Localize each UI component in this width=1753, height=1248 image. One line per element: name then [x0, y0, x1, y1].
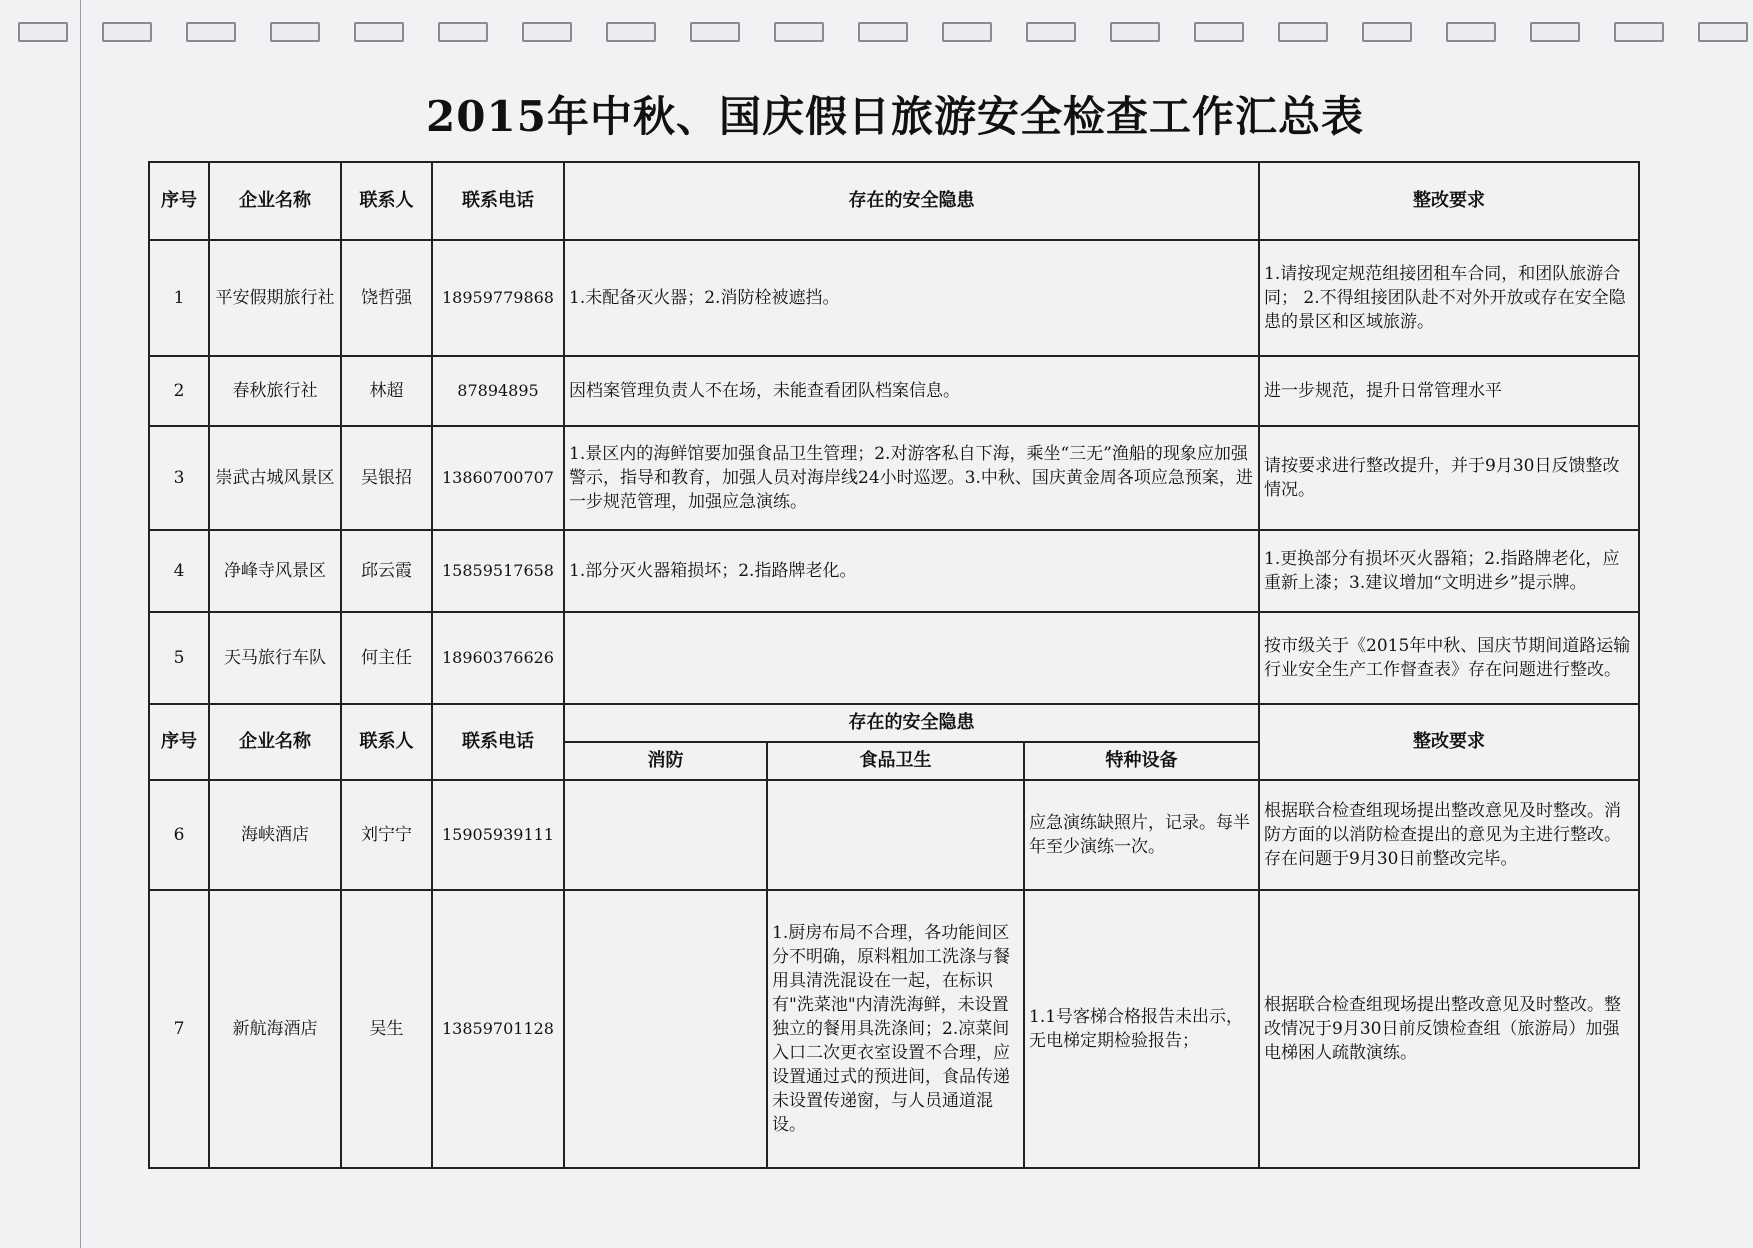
perforation-hole [102, 22, 152, 42]
cell-requirements: 1.更换部分有损坏灭火器箱；2.指路牌老化，应重新上漆；3.建议增加“文明进乡”提示牌。 [1259, 530, 1639, 612]
perforation-hole [1530, 22, 1580, 42]
perforation-hole [354, 22, 404, 42]
cell-phone: 15859517658 [432, 530, 564, 612]
cell-company: 春秋旅行社 [209, 356, 341, 426]
perforation-hole [942, 22, 992, 42]
cell-company: 天马旅行车队 [209, 612, 341, 704]
perforation-hole [858, 22, 908, 42]
cell-seq: 1 [149, 240, 209, 356]
perforation-hole [522, 22, 572, 42]
col-header-food: 食品卫生 [767, 742, 1024, 780]
cell-hazards: 1.未配备灭火器；2.消防栓被遮挡。 [564, 240, 1259, 356]
cell-phone: 15905939111 [432, 780, 564, 890]
inspection-summary-table [148, 161, 1640, 1169]
cell-contact: 何主任 [341, 612, 432, 704]
table-row [149, 240, 1639, 356]
table-row [149, 780, 1639, 890]
col-header-special: 特种设备 [1024, 742, 1259, 780]
cell-company: 净峰寺风景区 [209, 530, 341, 612]
cell-seq: 6 [149, 780, 209, 890]
col-header-phone: 联系电话 [432, 704, 564, 780]
perforation-hole [1026, 22, 1076, 42]
cell-requirements: 进一步规范，提升日常管理水平 [1259, 356, 1639, 426]
cell-contact: 吴生 [341, 890, 432, 1168]
cell-hazards: 1.部分灭火器箱损坏；2.指路牌老化。 [564, 530, 1259, 612]
perforation-hole [270, 22, 320, 42]
table-row [149, 530, 1639, 612]
cell-hazards: 因档案管理负责人不在场，未能查看团队档案信息。 [564, 356, 1259, 426]
cell-seq: 5 [149, 612, 209, 704]
cell-requirements: 根据联合检查组现场提出整改意见及时整改。整改情况于9月30日前反馈检查组（旅游局）加强电梯困人疏散演练。 [1259, 890, 1639, 1168]
col-header-hazards: 存在的安全隐患 [564, 704, 1259, 742]
table-row [149, 890, 1639, 1168]
col-header-seq: 序号 [149, 704, 209, 780]
col-header-seq: 序号 [149, 162, 209, 240]
table-subheader-row [149, 704, 1639, 742]
cell-requirements: 根据联合检查组现场提出整改意见及时整改。消防方面的以消防检查提出的意见为主进行整改。存在问题于9月30日前整改完毕。 [1259, 780, 1639, 890]
perforation-hole [1362, 22, 1412, 42]
cell-requirements: 按市级关于《2015年中秋、国庆节期间道路运输行业安全生产工作督查表》存在问题进行整改。 [1259, 612, 1639, 704]
cell-phone: 87894895 [432, 356, 564, 426]
perforation-hole [1278, 22, 1328, 42]
perforation-hole [1194, 22, 1244, 42]
col-header-hazards: 存在的安全隐患 [564, 162, 1259, 240]
cell-requirements: 1.请按现定规范组接团租车合同，和团队旅游合同； 2.不得组接团队赴不对外开放或存在安全隐患的景区和区域旅游。 [1259, 240, 1639, 356]
perforation-hole [18, 22, 68, 42]
table-header-row [149, 162, 1639, 240]
cell-contact: 饶哲强 [341, 240, 432, 356]
col-header-contact: 联系人 [341, 704, 432, 780]
table-row [149, 356, 1639, 426]
cell-hazards: 1.景区内的海鲜馆要加强食品卫生管理；2.对游客私自下海，乘坐“三无”渔船的现象应加强警示，指导和教育，加强人员对海岸线24小时巡逻。3.中秋、国庆黄金周各项应急预案，进一步规范管理，加强应急演练。 [564, 426, 1259, 530]
perforation-hole [1614, 22, 1664, 42]
perforation-hole [438, 22, 488, 42]
perforation-hole [1446, 22, 1496, 42]
cell-contact: 林超 [341, 356, 432, 426]
cell-seq: 7 [149, 890, 209, 1168]
perforation-hole [606, 22, 656, 42]
perforation-hole [186, 22, 236, 42]
col-header-contact: 联系人 [341, 162, 432, 240]
cell-fire [564, 780, 767, 890]
perforation-hole [690, 22, 740, 42]
cell-requirements: 请按要求进行整改提升，并于9月30日反馈整改情况。 [1259, 426, 1639, 530]
cell-phone: 13860700707 [432, 426, 564, 530]
cell-food: 1.厨房布局不合理，各功能间区分不明确，原料粗加工洗涤与餐用具清洗混设在一起，在标识有"洗菜池"内清洗海鲜，未设置独立的餐用具洗涤间；2.凉菜间入口二次更衣室设置不合理，应设置通过式的预进间，食品传递未设置传递窗，与人员通道混设。 [767, 890, 1024, 1168]
cell-seq: 2 [149, 356, 209, 426]
cell-phone: 18960376626 [432, 612, 564, 704]
cell-company: 崇武古城风景区 [209, 426, 341, 530]
cell-seq: 3 [149, 426, 209, 530]
col-header-requirements: 整改要求 [1259, 162, 1639, 240]
cell-seq: 4 [149, 530, 209, 612]
binding-margin-line [80, 0, 81, 1248]
col-header-company: 企业名称 [209, 162, 341, 240]
cell-contact: 邱云霞 [341, 530, 432, 612]
cell-phone: 13859701128 [432, 890, 564, 1168]
cell-special: 应急演练缺照片，记录。每半年至少演练一次。 [1024, 780, 1259, 890]
col-header-company: 企业名称 [209, 704, 341, 780]
table-row [149, 612, 1639, 704]
cell-hazards [564, 612, 1259, 704]
col-header-requirements: 整改要求 [1259, 704, 1639, 780]
perforation-hole [1698, 22, 1748, 42]
perforation-hole [774, 22, 824, 42]
col-header-fire: 消防 [564, 742, 767, 780]
cell-fire [564, 890, 767, 1168]
cell-company: 新航海酒店 [209, 890, 341, 1168]
perforation-strip [18, 22, 1748, 42]
cell-phone: 18959779868 [432, 240, 564, 356]
document-title: 2015年中秋、国庆假日旅游安全检查工作汇总表 [426, 92, 1364, 141]
col-header-phone: 联系电话 [432, 162, 564, 240]
cell-contact: 刘宁宁 [341, 780, 432, 890]
cell-special: 1.1号客梯合格报告未出示，无电梯定期检验报告； [1024, 890, 1259, 1168]
cell-food [767, 780, 1024, 890]
cell-company: 海峡酒店 [209, 780, 341, 890]
table-row [149, 426, 1639, 530]
cell-company: 平安假期旅行社 [209, 240, 341, 356]
perforation-hole [1110, 22, 1160, 42]
cell-contact: 吴银招 [341, 426, 432, 530]
